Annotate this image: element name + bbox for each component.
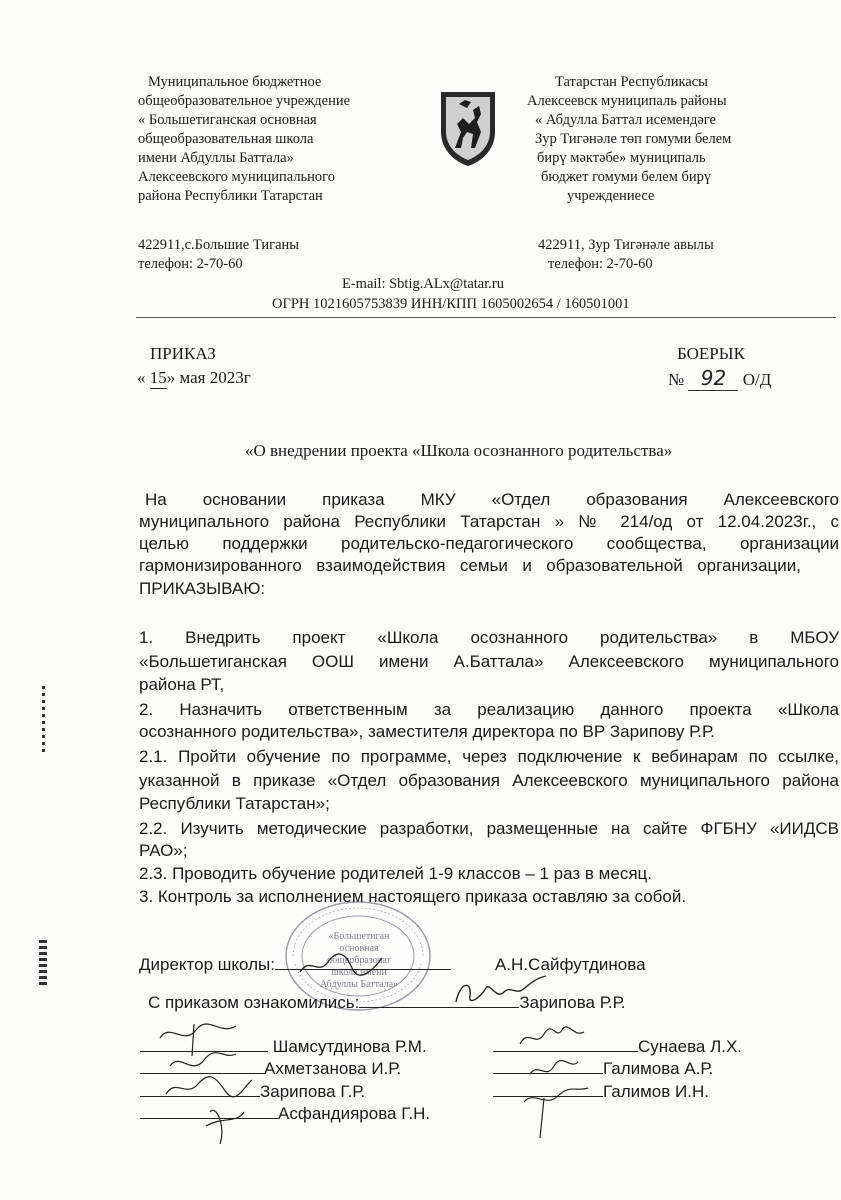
header-left-line: Алексеевского муниципального bbox=[138, 169, 336, 185]
ogrn-line: ОГРН 1021605753839 ИНН/КПП 1605002654 / 160501001 bbox=[272, 296, 630, 312]
stamp-line: Абдуллы Баттала» bbox=[319, 979, 399, 990]
header-right-block bbox=[527, 73, 731, 206]
stamp-line: основная bbox=[339, 943, 379, 954]
basis-line: целью поддержки родительско-педагогического сообщества, организации bbox=[139, 534, 839, 553]
number-suffix: О/Д bbox=[742, 370, 772, 389]
order-title-tatar: БОЕРЫК bbox=[677, 344, 745, 363]
phone-line: телефон: 2-70-60 bbox=[548, 256, 653, 272]
order-subject: «О внедрении проекта «Школа осознанного родительства» bbox=[245, 441, 673, 460]
signer-name: Зарипова Г.Р. bbox=[260, 1082, 366, 1101]
signer-name: Галимова А.Р. bbox=[603, 1059, 714, 1078]
item-2-line: 2. Назначить ответственным за реализацию данного проекта «Школа bbox=[139, 700, 839, 719]
item-1-line: «Большетиганская ООШ имени А.Баттала» Алексеевского муниципального bbox=[139, 652, 839, 671]
date-open: « bbox=[137, 368, 146, 387]
email-line: E-mail: Sbtig.ALx@tatar.ru bbox=[342, 276, 504, 292]
header-left-line: общеобразовательное учреждение bbox=[138, 93, 351, 109]
number-prefix: № bbox=[668, 370, 685, 389]
number-value: 92 bbox=[688, 366, 738, 391]
header-left-block bbox=[138, 73, 350, 206]
item-2-1-line: указанной в приказе «Отдел образования Алексеевского муниципального района bbox=[139, 771, 839, 790]
header-left-line: района Республики Татарстан bbox=[138, 188, 323, 204]
item-2-line: осознанного родительства», заместителя директора по ВР Зарипову Р.Р. bbox=[139, 722, 715, 741]
item-1-line: 1. Внедрить проект «Школа осознанного родительства» в МБОУ bbox=[139, 628, 839, 647]
date-day: 15 bbox=[149, 368, 167, 387]
tatarstan-emblem-icon bbox=[437, 88, 499, 168]
item-2-3-line: 2.3. Проводить обучение родителей 1-9 классов – 1 раз в месяц. bbox=[139, 864, 652, 883]
right-signatures-icon bbox=[500, 1018, 610, 1148]
familiar-label-text: С приказом ознакомились: bbox=[148, 993, 360, 1012]
scan-mark bbox=[42, 686, 45, 756]
order-command: ПРИКАЗЫВАЮ: bbox=[139, 579, 266, 598]
signer-name: Шамсутдинова Р.М. bbox=[272, 1037, 427, 1056]
familiar-name: Зарипова Р.Р. bbox=[519, 993, 626, 1012]
header-right-line: бирү мәктәбе» муниципаль bbox=[537, 150, 706, 166]
stamp-line: «Большетиган bbox=[328, 931, 390, 942]
basis-line: гармонизированного взаимодействия семьи и образовательной организации, bbox=[139, 556, 801, 575]
header-right-line: « Абдулла Баттал исемендәге bbox=[535, 112, 716, 128]
basis-line: муниципального района Республики Татарстан » № 214/од от 12.04.2023г., с bbox=[139, 512, 839, 531]
header-left-address bbox=[138, 236, 299, 274]
signer-name: Асфандиярова Г.Н. bbox=[278, 1104, 431, 1123]
director-label-text: Директор школы: bbox=[139, 955, 275, 974]
item-1-line: района РТ, bbox=[139, 675, 225, 694]
director-label bbox=[139, 955, 451, 975]
signer-name: Галимов И.Н. bbox=[603, 1082, 709, 1101]
scan-mark bbox=[39, 940, 47, 988]
director-name: А.Н.Сайфутдинова bbox=[495, 955, 646, 974]
header-right-address bbox=[538, 236, 714, 274]
left-signatures-icon bbox=[140, 1016, 280, 1156]
order-date bbox=[137, 368, 251, 389]
director-signature-icon bbox=[296, 950, 386, 980]
header-right-line: Алексеевск муниципаль районы bbox=[527, 93, 727, 109]
header-left-line: общеобразовательная школа bbox=[138, 131, 314, 147]
address-line: 422911,с.Большие Тиганы bbox=[138, 237, 300, 253]
header-left-line: имени Абдуллы Баттала» bbox=[138, 150, 294, 166]
header-left-line: Муниципальное бюджетное bbox=[148, 74, 322, 90]
header-right-line: Татарстан Республикасы bbox=[555, 74, 708, 90]
address-line: 422911, Зур Тигәнәле авылы bbox=[538, 237, 714, 253]
date-rest: » мая 2023г bbox=[166, 368, 251, 387]
phone-line: телефон: 2-70-60 bbox=[138, 256, 243, 272]
order-title: ПРИКАЗ bbox=[150, 344, 216, 363]
header-right-line: учреждениесе bbox=[567, 188, 655, 204]
signer-name: Ахметзанова И.Р. bbox=[264, 1059, 402, 1078]
stamp-line: общеобразоват bbox=[327, 955, 391, 966]
order-number bbox=[668, 366, 771, 391]
familiar-label bbox=[148, 993, 625, 1013]
header-right-line: бюджет гомуми белем бирү bbox=[541, 169, 712, 185]
item-2-2-line: 2.2. Изучить методические разработки, размещенные на сайте ФГБНУ «ИИДСВ bbox=[139, 819, 839, 838]
header-divider bbox=[136, 317, 836, 318]
item-2-2-line: РАО»; bbox=[139, 841, 188, 860]
header-left-line: « Большетиганская основная bbox=[138, 112, 317, 128]
stamp-line: школа имени bbox=[331, 967, 387, 978]
signer-name: Сунаева Л.Х. bbox=[638, 1037, 743, 1056]
item-3-line: 3. Контроль за исполнением настоящего приказа оставляю за собой. bbox=[139, 887, 687, 906]
item-2-1-line: Республики Татарстан»; bbox=[139, 794, 330, 813]
basis-line: На основании приказа МКУ «Отдел образования Алексеевского bbox=[145, 490, 839, 509]
header-right-line: Зур Тигәнәле төп гомуми белем bbox=[535, 131, 732, 147]
zaripova-signature-icon bbox=[450, 972, 550, 1012]
item-2-1-line: 2.1. Пройти обучение по программе, через подключение к вебинарам по ссылке, bbox=[139, 747, 839, 766]
